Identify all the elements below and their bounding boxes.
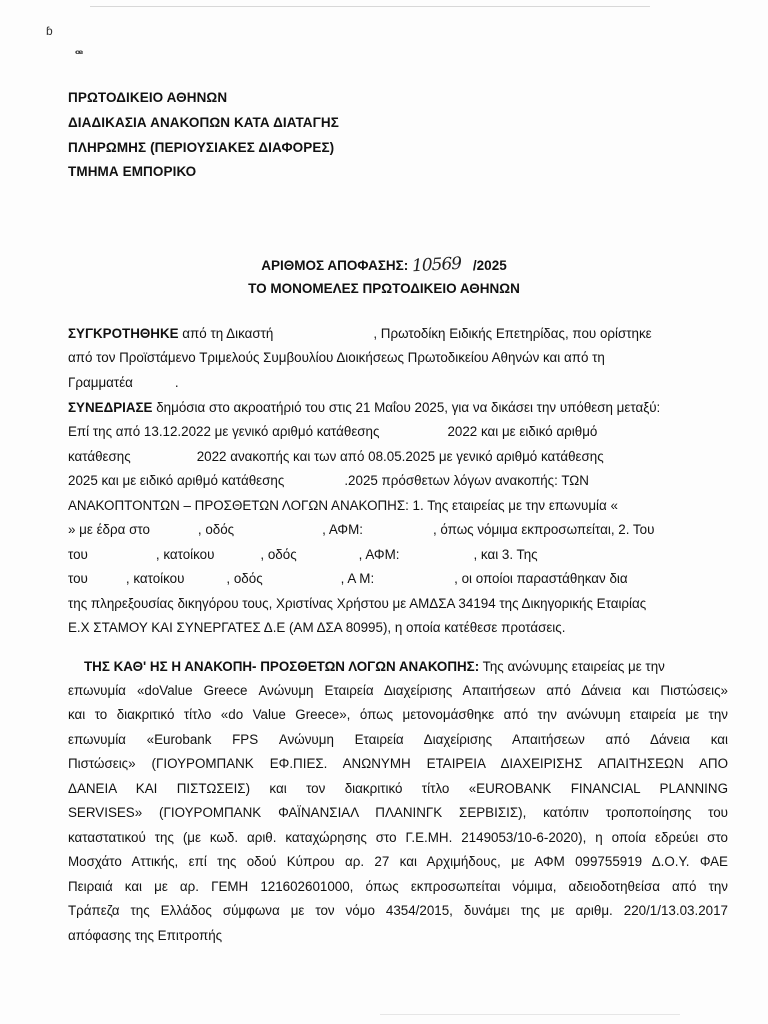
text-span: 2022 και με ειδικό αριθμό bbox=[447, 424, 598, 439]
paragraph-line: SERVISES» (ΓΙΟΥΡΟΜΠΑΝΚ ΦΑΪΝΑΝΣΙΑΛ ΠΛΑΝΙΝΓΚ ΣΕΡΒΙΣΙΣ), κατόπιν τροποποίησης του bbox=[68, 805, 728, 820]
text-span: , Α Μ: bbox=[340, 571, 375, 586]
header-department: ΤΜΗΜΑ ΕΜΠΟΡΙΚΟ bbox=[68, 164, 197, 179]
respondent-heading: ΤΗΣ ΚΑΘ' ΗΣ Η ΑΝΑΚΟΠΗ- ΠΡΟΣΘΕΤΩΝ ΛΟΓΩΝ ΑΝΑΚΟΠΗΣ: bbox=[84, 659, 480, 674]
paragraph-line: Τράπεζα της Ελλάδος σύμφωνα με τον νόμο 4354/2015, δυνάμει της με αριθμ. 220/1/13.03.2017 bbox=[68, 903, 728, 918]
text-span: , οι οποίοι παραστάθηκαν δια bbox=[454, 571, 628, 586]
paragraph-line bbox=[68, 544, 728, 566]
header-procedure: ΔΙΑΔΙΚΑΣΙΑ ΑΝΑΚΟΠΩΝ ΚΑΤΑ ΔΙΑΤΑΓΗΣ bbox=[68, 115, 339, 130]
decision-number-label: ΑΡΙΘΜΟΣ ΑΠΟΦΑΣΗΣ: bbox=[261, 258, 409, 273]
scan-edge-line bbox=[90, 6, 650, 7]
text-span: , οδός bbox=[226, 571, 263, 586]
text-span: , όπως νόμιμα εκπροσωπείται, 2. Του bbox=[432, 522, 655, 537]
paragraph-line: και το διακριτικό τίτλο «do Value Greece», όπως μετονομάσθηκε από την ανώνυμη εταιρεία με την bbox=[68, 707, 728, 722]
paragraph-line bbox=[84, 656, 728, 678]
paragraph-line: απόφασης της Επιτροπής bbox=[68, 928, 223, 943]
paragraph-line: ΔΑΝΕΙΑ ΚΑΙ ΠΙΣΤΩΣΕΙΣ) και τον διακριτικό τίτλο «EUROBANK FINANCIAL PLANNING bbox=[68, 781, 728, 796]
paragraph-line bbox=[68, 323, 728, 345]
paragraph-line bbox=[68, 372, 728, 394]
stamp-mark: ꟹ bbox=[75, 47, 84, 61]
paragraph-line: ΑΝΑΚΟΠΤΟΝΤΩΝ – ΠΡΟΣΘΕΤΩΝ ΛΟΓΩΝ ΑΝΑΚΟΠΗΣ: 1. Της εταιρείας με την επωνυμία « bbox=[68, 498, 618, 513]
text-span: , οδός bbox=[197, 522, 235, 537]
text-span: , ΑΦΜ: bbox=[322, 522, 363, 537]
paragraph-line bbox=[68, 568, 728, 590]
text-span: .2025 πρόσθετων λόγων ανακοπής: ΤΩΝ bbox=[344, 473, 589, 488]
text-span: δημόσια στο ακροατήριό του στις 21 Μαΐου 2025, για να δικάσει την υπόθεση μεταξύ: bbox=[152, 400, 661, 415]
text-span: , και 3. Της bbox=[473, 547, 538, 562]
paragraph-line: Πειραιά και με αρ. ΓΕΜΗ 121602601000, όπως εκπροσωπείται νόμιμα, αδειοδοτηθείσα από την bbox=[68, 879, 728, 894]
scan-edge-line-bottom bbox=[380, 1014, 680, 1015]
text-span: . bbox=[174, 375, 179, 390]
paragraph-line: Μοσχάτο Αττικής, επί της οδού Κύπρου αρ. 27 και Αρχιμήδους, με ΑΦΜ 099755919 Δ.Ο.Υ. ΦΑΕ bbox=[68, 854, 728, 869]
text-span: , ΑΦΜ: bbox=[358, 547, 400, 562]
text-span: Επί της από 13.12.2022 με γενικό αριθμό κατάθεσης bbox=[68, 424, 380, 439]
text-span: κατάθεσης bbox=[68, 449, 131, 464]
decision-year: /2025 bbox=[472, 258, 507, 273]
paragraph-line: επωνυμία «doValue Greece Ανώνυμη Εταιρεία Διαχείρισης Απαιτήσεων από Δάνεια και Πιστώσεις» bbox=[68, 683, 728, 698]
paragraph-line: Ε.Χ ΣΤΑΜΟΥ ΚΑΙ ΣΥΝΕΡΓΑΤΕΣ Δ.Ε (ΑΜ ΔΣΑ 80995), η οποία κατέθεσε προτάσεις. bbox=[68, 620, 566, 635]
text-span: , κατοίκου bbox=[155, 547, 215, 562]
decision-number-line bbox=[0, 255, 768, 275]
header-court: ΠΡΩΤΟΔΙΚΕΙΟ ΑΘΗΝΩΝ bbox=[68, 90, 228, 105]
text-span: του bbox=[68, 571, 88, 586]
text-span: , κατοίκου bbox=[125, 571, 185, 586]
paragraph-line bbox=[68, 470, 728, 492]
composition-heading: ΣΥΓΚΡΟΤΗΘΗΚΕ bbox=[68, 326, 179, 341]
paragraph-line: από τον Προϊστάμενο Τριμελούς Συμβουλίου Διοικήσεως Πρωτοδικείου Αθηνών και από τη bbox=[68, 350, 605, 365]
paragraph-line: Πιστώσεις» (ΓΙΟΥΡΟΜΠΑΝΚ ΕΦ.ΠΙΕΣ. ΑΝΩΝΥΜΗ ΕΤΑΙΡΕΙΑ ΔΙΑΧΕΙΡΙΣΗΣ ΑΠΑΙΤΗΣΕΩΝ ΑΠΟ bbox=[68, 756, 728, 771]
handwritten-mark: ɓ bbox=[46, 24, 53, 38]
text-span: » με έδρα στο bbox=[68, 522, 150, 537]
text-span: του bbox=[68, 547, 88, 562]
text-span: Της ανώνυμης εταιρείας με την bbox=[479, 659, 665, 674]
handwritten-decision-number: 10569 bbox=[411, 253, 462, 277]
text-span: , Πρωτοδίκη Ειδικής Επετηρίδας, που ορίστηκε bbox=[373, 326, 652, 341]
paragraph-line bbox=[68, 519, 728, 541]
text-span: , οδός bbox=[260, 547, 297, 562]
text-span: Γραμματέα bbox=[68, 375, 133, 390]
paragraph-line: καταστατικού της (με κωδ. αριθ. καταχώρησης στο Γ.Ε.ΜΗ. 2149053/10-6-2020), η οποία εδρεύει στο bbox=[68, 830, 728, 845]
paragraph-line bbox=[68, 446, 728, 468]
text-span: 2022 ανακοπής και των από 08.05.2025 με γενικό αριθμό κατάθεσης bbox=[196, 449, 604, 464]
session-heading: ΣΥΝΕΔΡΙΑΣΕ bbox=[68, 400, 153, 415]
text-span: 2025 και με ειδικό αριθμό κατάθεσης bbox=[68, 473, 285, 488]
paragraph-line bbox=[68, 421, 728, 443]
header-procedure-cont: ΠΛΗΡΩΜΗΣ (ΠΕΡΙΟΥΣΙΑΚΕΣ ΔΙΑΦΟΡΕΣ) bbox=[68, 140, 335, 155]
text-span: από τη Δικαστή bbox=[178, 326, 274, 341]
paragraph-line: της πληρεξουσίας δικηγόρου τους, Χριστίνας Χρήστου με ΑΜΔΣΑ 34194 της Δικηγορικής Εταιρίας bbox=[68, 596, 647, 611]
paragraph-line bbox=[68, 397, 728, 419]
paragraph-line: επωνυμία «Eurobank FPS Ανώνυμη Εταιρεία Διαχείρισης Απαιτήσεων από Δάνεια και bbox=[68, 732, 728, 747]
court-title: ΤΟ ΜΟΝΟΜΕΛΕΣ ΠΡΩΤΟΔΙΚΕΙΟ ΑΘΗΝΩΝ bbox=[248, 281, 520, 296]
